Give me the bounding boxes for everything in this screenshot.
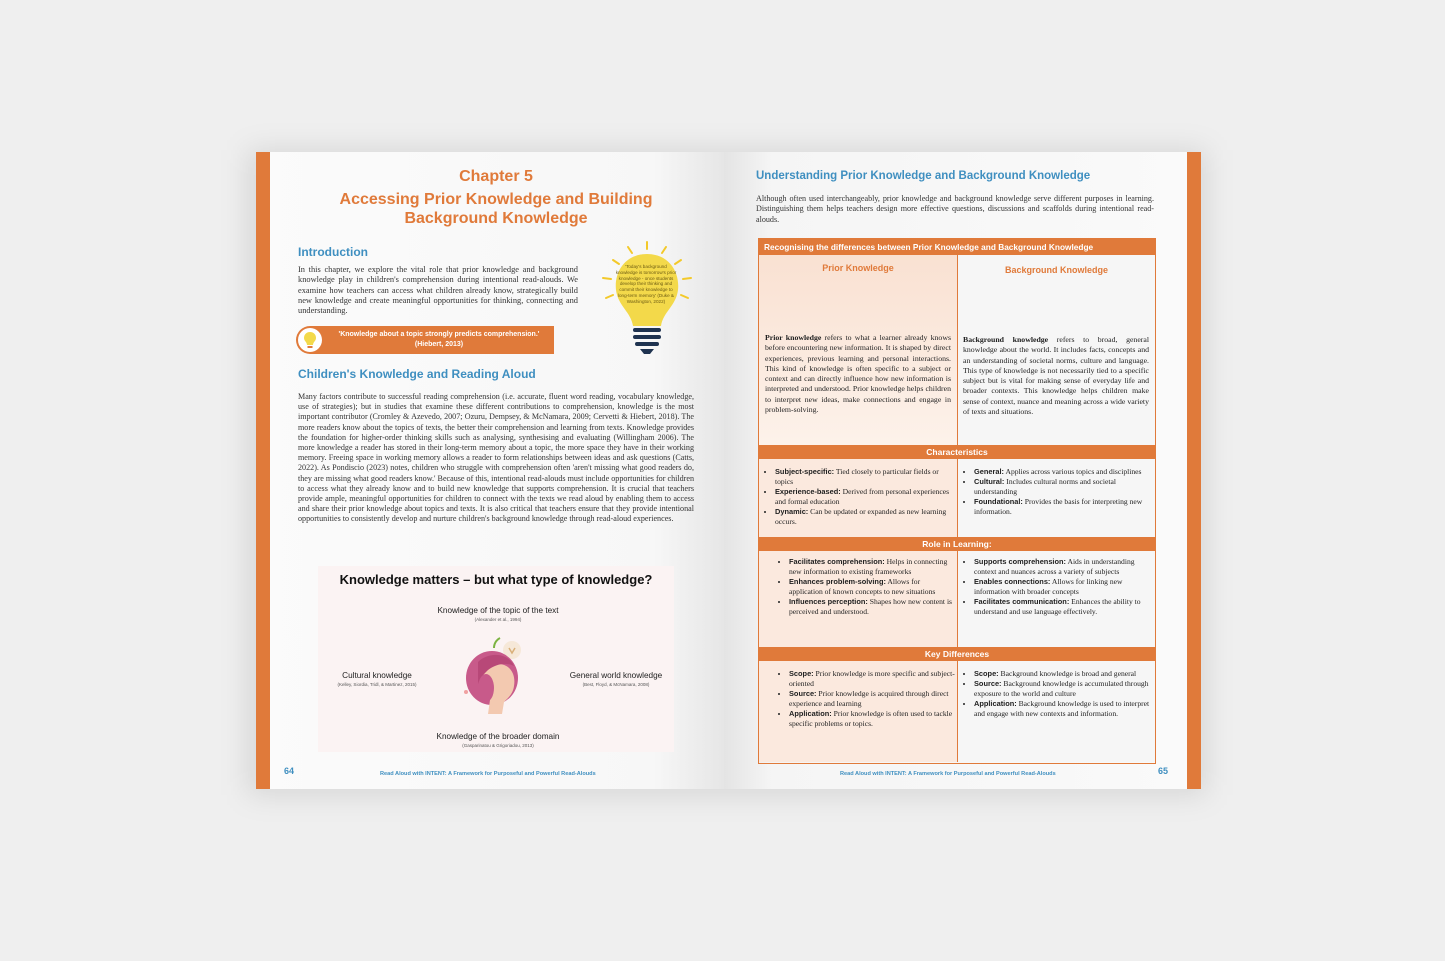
role-left-list — [775, 557, 955, 617]
page-number-right: 65 — [1158, 766, 1169, 776]
table-title: Recognising the differences between Prior Knowledge and Background Knowledge — [759, 239, 1155, 255]
role-band: Role in Learning: — [759, 537, 1155, 551]
bg-def-text: refers to broad, general knowledge about the world. It includes facts, concepts and an understanding of societal norms, culture and language. This type of knowledge is not necessarily tied to a specific subject but is vital for making sense of everyday life and broader contexts. This knowledge helps children make sense of context, nuance and meaning across a wide variety of texts and situations. — [963, 335, 1150, 417]
background-definition — [963, 335, 1149, 417]
list-item: • Subject-specific: Tied closely to particular fields or topics — [775, 467, 953, 487]
list-item: • Supports comprehension: Aids in understanding context and nuances across a variety of subjects — [974, 557, 1154, 577]
section-heading: Children's Knowledge and Reading Aloud — [298, 367, 536, 381]
list-item: • Enables connections: Allows for linking new information with broader concepts — [974, 577, 1154, 597]
list-item: • Influences perception: Shapes how new content is perceived and understood. — [789, 597, 955, 617]
differences-right-list — [960, 669, 1154, 719]
prior-column-title: Prior Knowledge — [822, 263, 894, 273]
head-illustration-icon — [458, 634, 538, 716]
comparison-table — [758, 238, 1156, 764]
differences-left-cell — [759, 661, 957, 762]
footer-right: Read Aloud with INTENT: A Framework for Purposeful and Powerful Read-Alouds — [840, 771, 1056, 777]
prior-term: Prior knowledge — [765, 333, 822, 342]
background-column-title: Background Knowledge — [1004, 265, 1108, 275]
list-item: • Source: Background knowledge is accumulated through exposure to the world and culture — [974, 679, 1154, 699]
topic-citation: (Alexander et al., 1994) — [474, 617, 522, 622]
list-item: • Cultural: Includes cultural norms and societal understanding — [974, 477, 1152, 497]
differences-band: Key Differences — [759, 647, 1155, 661]
list-item: • Experience-based: Derived from personal experiences and formal education — [775, 487, 953, 507]
right-page-edge — [1187, 152, 1201, 789]
page-number-left: 64 — [284, 766, 295, 776]
knowledge-infographic — [318, 566, 674, 752]
domain-label: Knowledge of the broader domain — [436, 732, 560, 741]
right-page — [724, 152, 1201, 789]
domain-citation: (Gasparinatou & Grigoriadou, 2013) — [462, 743, 534, 748]
prior-column — [759, 255, 957, 445]
characteristics-right-cell — [957, 459, 1155, 537]
list-item: • Scope: Background knowledge is broad and general — [974, 669, 1154, 679]
role-right-list — [960, 557, 1154, 617]
role-left-cell — [759, 551, 957, 647]
list-item: • Dynamic: Can be updated or expanded as new learning occurs. — [775, 507, 953, 527]
bg-term: Background knowledge — [963, 335, 1049, 344]
intro-heading: Introduction — [298, 245, 368, 259]
left-page-edge — [256, 152, 270, 789]
list-item: • Enhances problem-solving: Allows for application of known concepts to new situations — [789, 577, 955, 597]
section-text: Many factors contribute to successful reading comprehension (i.e. accurate, fluent word reading, vocabulary knowledge, use of strategies); but in studies that examine these different contributions to comprehension, knowledge is the most important contributor (Cromley & Azevedo, 2007; Ozuru, Dempsey, & McNamara, 2009; Cervetti & Hiebert, 2018). The more readers know about the topics of texts, the better their comprehension and learning from texts. Knowledge provides the foundation for higher-order thinking skills such as analysing, synthesising and evaluating (Willingham 2006). The more knowledge a reader has stored in their long-term memory about a topic, the more space they have in their working memory. Freeing space in working memory allows a reader to form relationships between ideas and ask questions (Catts, 2022). As Pondiscio (2023) notes, children who struggle with comprehension often 'aren't missing what good readers do, they are missing what good readers know.' Because of this, intentional read-alouds must include opportunities for children to access what they already know and to build new knowledge that supports comprehension. It is crucial that teachers provide ample, meaningful opportunities for children to connect with the texts we read aloud by enabling them to access and share their prior knowledge about topics and texts. It is also critical that teachers ensure that they provide intentional opportunities to consistently develop and nurture children's background knowledge through read-aloud experiences. — [298, 392, 694, 524]
chapter-title: Accessing Prior Knowledge and Building Background Knowledge — [339, 191, 653, 227]
list-item: • Source: Prior knowledge is acquired through direct experience and learning — [789, 689, 961, 709]
bulb-quote: 'Today's background knowledge is tomorrow's prior knowledge - once students develop their thinking and commit their knowledge to long-term memory' (Duke & Washington, 2022) — [615, 264, 677, 304]
characteristics-band: Characteristics — [759, 445, 1155, 459]
prior-definition — [765, 333, 951, 415]
left-page — [256, 152, 724, 789]
differences-left-list — [775, 669, 961, 729]
list-item: • Facilitates comprehension: Helps in connecting new information to existing frameworks — [789, 557, 955, 577]
list-item: • Application: Background knowledge is used to interpret and engage with new contexts and information. — [974, 699, 1154, 719]
list-item: • General: Applies across various topics and disciplines — [974, 467, 1152, 477]
intro-text: In this chapter, we explore the vital role that prior knowledge and background knowledge play in children's comprehension during intentional read-alouds. We examine how teachers can access what children already know, strategically build new knowledge and create meaningful opportunities for thinking, connecting and understanding. — [298, 265, 578, 316]
right-heading: Understanding Prior Knowledge and Background Knowledge — [756, 170, 1091, 182]
cultural-citation: (Kelley, Siordia, Tridl, & Martinez, 2015) — [337, 682, 417, 687]
chapter-number: Chapter 5 — [459, 168, 533, 185]
cultural-label: Cultural knowledge — [342, 671, 412, 680]
list-item: • Application: Prior knowledge is often used to tackle specific problems or topics. — [789, 709, 961, 729]
footer-left: Read Aloud with INTENT: A Framework for Purposeful and Powerful Read-Alouds — [380, 771, 596, 777]
list-item: • Foundational: Provides the basis for interpreting new information. — [974, 497, 1152, 517]
background-column — [957, 255, 1155, 445]
prior-def-text: refers to what a learner already knows before encountering new information. It is shaped by direct experiences, previous learning and personal interactions. This kind of knowledge is often specific to a subject or context and can directly influence how new information is interpreted and understood. Prior knowledge helps children to interpret new ideas, make connections and engage in problem-solving. — [765, 333, 951, 415]
differences-right-cell — [957, 661, 1155, 762]
quote-text: 'Knowledge about a topic strongly predicts comprehension.' (Hiebert, 2013) — [338, 331, 540, 348]
list-item: • Scope: Prior knowledge is more specific and subject-oriented — [789, 669, 961, 689]
characteristics-left-list — [761, 467, 953, 527]
infographic-title: Knowledge matters – but what type of knowledge? — [339, 572, 653, 587]
characteristics-right-list — [960, 467, 1152, 517]
list-item: • Facilitates communication: Enhances the ability to understand and use language effectively. — [974, 597, 1154, 617]
general-citation: (Best, Floyd, & McNamara, 2008) — [582, 682, 650, 687]
quote-bulb-icon — [298, 328, 322, 352]
topic-label: Knowledge of the topic of the text — [437, 606, 559, 615]
right-intro-text: Although often used interchangeably, prior knowledge and background knowledge serve different purposes in learning. Distinguishing them helps teachers design more effective questions, discussions and scaffolds during intentional read-alouds. — [756, 194, 1154, 224]
characteristics-left-cell — [759, 459, 957, 537]
general-label: General world knowledge — [569, 671, 663, 680]
role-right-cell — [957, 551, 1155, 647]
